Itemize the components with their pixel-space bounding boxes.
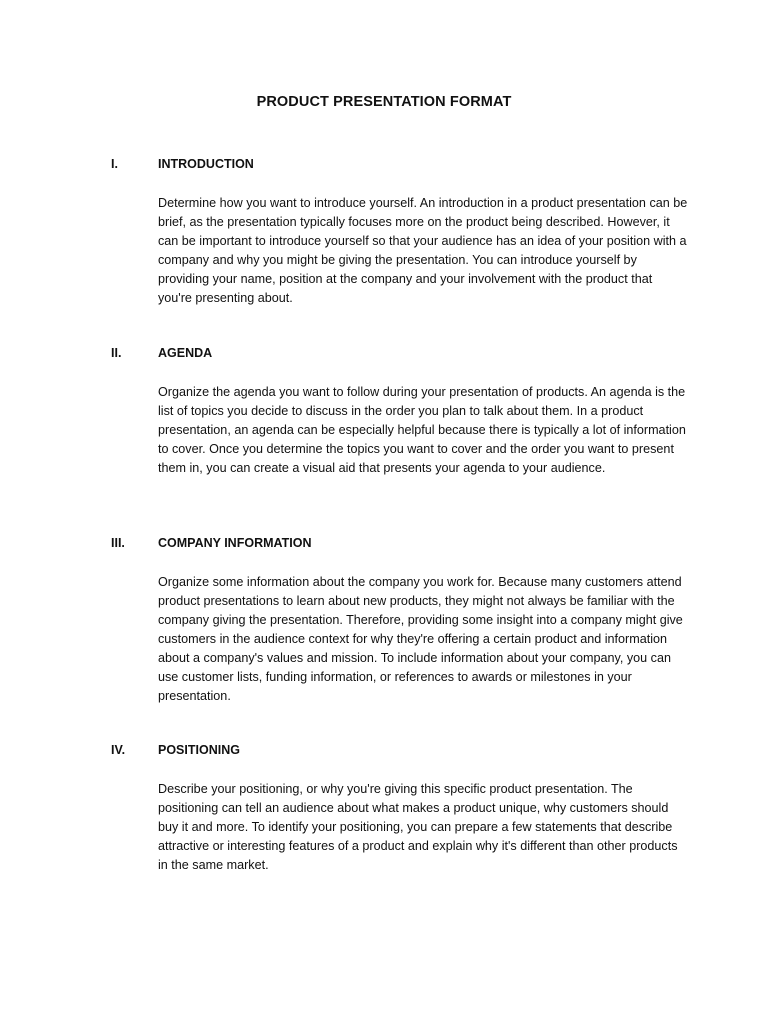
section-heading: COMPANY INFORMATION — [158, 536, 312, 550]
section-body: Organize the agenda you want to follow during your presentation of products. An agenda is the list of topics you decide to discuss in the order you plan to talk about them. In a product presentation, an agenda can be especially helpful because there is typically a lot of information to cover. Once you determine the topics you want to cover and the order you want to present them in, you can create a visual aid that presents your agenda to your audience. — [158, 385, 686, 475]
section-numeral: I. — [111, 157, 118, 171]
document-title: PRODUCT PRESENTATION FORMAT — [256, 94, 512, 110]
section-body: Determine how you want to introduce yourself. An introduction in a product presentation can be brief, as the presentation typically focuses more on the product being described. However, it can be important to introduce yourself so that your audience has an idea of your position with a company and why you might be giving the presentation. You can introduce yourself by providing your name, position at the company and your involvement with the product that you're presenting about. — [158, 196, 688, 305]
section-numeral: III. — [111, 536, 125, 550]
section-body: Organize some information about the company you work for. Because many customers attend product presentations to learn about new products, they might not always be familiar with the company giving the presentation. Therefore, providing some insight into a company might give customers in the audience context for why they're offering a certain product and information about a company's values and mission. To include information about your company, you can use customer lists, funding information, or references to awards or milestones in your presentation. — [158, 575, 683, 703]
section-numeral: IV. — [111, 743, 126, 757]
section-numeral: II. — [111, 346, 122, 360]
section-heading: AGENDA — [158, 346, 213, 360]
section-heading: INTRODUCTION — [158, 157, 254, 171]
section-body: Describe your positioning, or why you're giving this specific product presentation. The positioning can tell an audience about what makes a product unique, why customers should buy it and more. To identify your positioning, you can prepare a few statements that describe attractive or interesting features of a product and explain why it's different than other products in the same market. — [158, 782, 678, 872]
section-heading: POSITIONING — [158, 743, 240, 757]
